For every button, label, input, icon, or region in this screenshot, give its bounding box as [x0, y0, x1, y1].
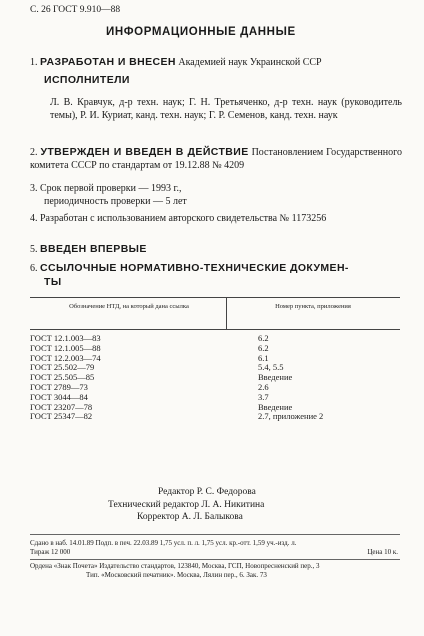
imprint-rule-mid: [30, 559, 400, 560]
imprint-price: Цена 10 к.: [367, 548, 398, 556]
table-cell-reference: 3.7: [258, 391, 269, 402]
section-2-rest: Постановлением Государственного комитета СССР по стандартам от 19.12.88 № 4209: [30, 147, 403, 171]
table-header-rule: [30, 329, 400, 330]
section-6-number: 6.: [30, 263, 38, 274]
table-cell-document: ГОСТ 25.505—85: [30, 372, 95, 383]
section-2-caps: УТВЕРЖДЕН И ВВЕДЕН В ДЕЙСТВИЕ: [40, 146, 249, 158]
table-cell-reference: Введение: [258, 401, 293, 412]
imprint-circulation: Тираж 12 000: [30, 548, 71, 556]
table-cell-document: ГОСТ 3044—84: [30, 391, 88, 402]
section-1-rest: Академией наук Украинской ССР: [178, 57, 322, 68]
section-4: [30, 212, 402, 225]
table-cell-document: ГОСТ 12.2.003—74: [30, 352, 101, 363]
table-cell-reference: Введение: [258, 372, 293, 383]
table-cell-document: ГОСТ 25.502—79: [30, 362, 95, 373]
section-3-number: 3.: [30, 183, 38, 194]
page-title: ИНФОРМАЦИОННЫЕ ДАННЫЕ: [106, 26, 296, 38]
section-3-line2: периодичность проверки — 5 лет: [44, 196, 187, 207]
section-1: [30, 56, 402, 69]
table-cell-document: ГОСТ 2789—73: [30, 381, 88, 392]
imprint-line-1: Сдано в наб. 14.01.89 Подп. в печ. 22.03.89 1,75 усл. п. л. 1,75 усл. кр.-отт. 1,59 уч.-изд. л.: [30, 539, 297, 547]
section-4-text: Разработан с использованием авторского свидетельства № 1173256: [40, 213, 327, 224]
tech-editor-line: Технический редактор Л. А. Никитина: [108, 499, 265, 510]
editor-line: Редактор Р. С. Федорова: [158, 487, 256, 497]
section-3-line1: Срок первой проверки — 1993 г.,: [40, 183, 182, 194]
corrector-line: Корректор А. Л. Балыкова: [137, 512, 243, 522]
table-cell-document: ГОСТ 12.1.005—88: [30, 342, 101, 353]
running-header: С. 26 ГОСТ 9.910—88: [30, 5, 121, 15]
section-4-number: 4.: [30, 213, 38, 224]
table-body: [0, 334, 424, 422]
section-1-caps: РАЗРАБОТАН И ВНЕСЕН: [40, 56, 176, 68]
table-cell-reference: 6.2: [258, 333, 269, 343]
table-header-document: Обозначение НТД, на который дана ссылка: [69, 303, 189, 310]
table-cell-document: ГОСТ 12.1.003—83: [30, 333, 101, 343]
executors-label: ИСПОЛНИТЕЛИ: [44, 74, 130, 86]
executors-text: Л. В. Кравчук, д-р техн. наук; Г. Н. Третьяченко, д-р техн. наук (руководитель темы), Р. И. Куриат, канд. техн. наук; Г. Р. Семенов, канд. техн. наук: [50, 97, 402, 121]
table-top-rule: [30, 297, 400, 298]
section-5-caps: ВВЕДЕН ВПЕРВЫЕ: [40, 243, 147, 255]
table-cell-document: ГОСТ 23207—78: [30, 401, 93, 412]
table-cell-reference: 2.6: [258, 381, 269, 392]
table-cell-reference: 5.4, 5.5: [258, 362, 284, 373]
section-6: [30, 262, 349, 275]
table-cell-reference: 2.7, приложение 2: [258, 411, 324, 422]
table-cell-reference: 6.2: [258, 342, 269, 353]
imprint-publisher: Ордена «Знак Почета» Издательство стандартов, 123840, Москва, ГСП, Новопресненский пер., 3: [30, 562, 320, 570]
imprint-rule-top: [30, 534, 400, 535]
section-5-number: 5.: [30, 244, 38, 255]
section-6-line1: ССЫЛОЧНЫЕ НОРМАТИВНО-ТЕХНИЧЕСКИЕ ДОКУМЕН-: [40, 262, 349, 274]
section-5: [30, 243, 147, 256]
section-2-number: 2.: [30, 147, 38, 158]
section-6-line2: ТЫ: [44, 276, 62, 288]
table-cell-reference: 6.1: [258, 352, 269, 363]
table-cell-document: ГОСТ 25347—82: [30, 411, 93, 422]
section-3: [30, 182, 181, 195]
imprint-printer: Тип. «Московский печатник». Москва, Лялин пер., 6. Зак. 73: [86, 571, 267, 579]
table-column-divider: [226, 297, 227, 329]
table-header-reference: Номер пункта, приложения: [275, 303, 351, 310]
section-2: [30, 146, 402, 172]
editors-block: [108, 486, 265, 524]
section-1-number: 1.: [30, 57, 38, 68]
table-row: [0, 412, 424, 422]
